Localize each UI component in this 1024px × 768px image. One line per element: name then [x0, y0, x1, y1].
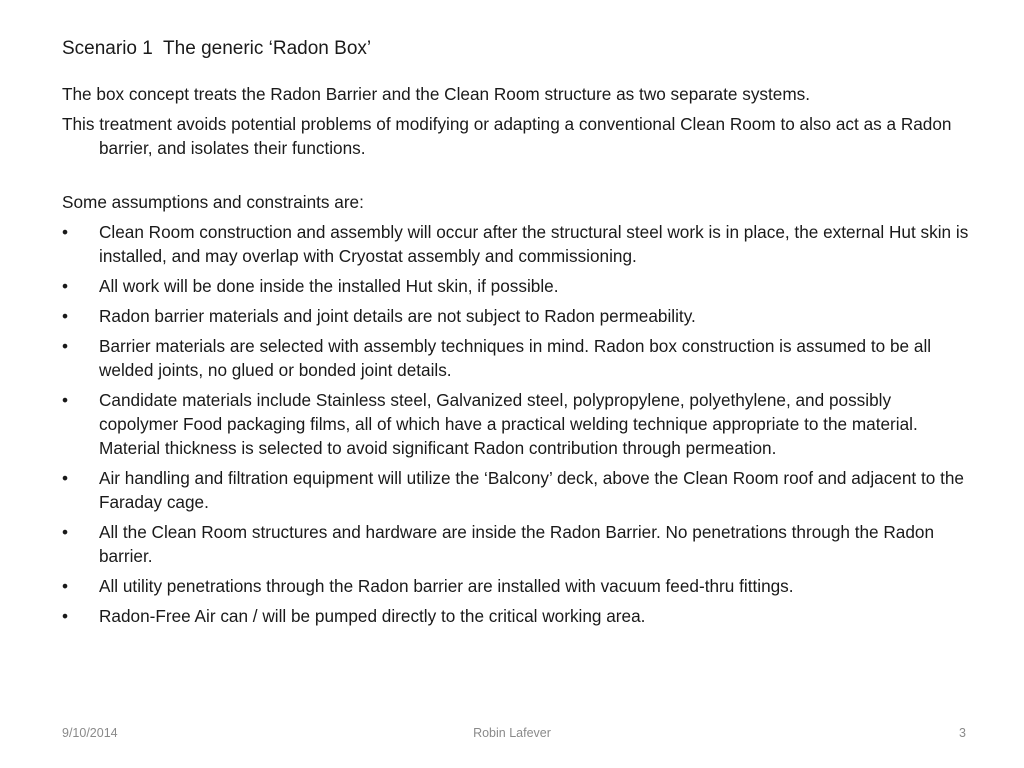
bullet-icon: •	[62, 522, 69, 542]
list-item-text: Barrier materials are selected with assembly techniques in mind. Radon box construction is assumed to be all welded joints, no glued or bonded joint details.	[99, 336, 932, 380]
bullet-icon: •	[62, 336, 69, 356]
list-item	[62, 604, 972, 628]
bullet-icon: •	[62, 390, 69, 410]
spacer	[62, 166, 972, 190]
list-item	[62, 388, 972, 460]
footer-author: Robin Lafever	[473, 726, 551, 740]
slide-title: Scenario 1 The generic ‘Radon Box’	[62, 38, 372, 59]
assumptions-list	[62, 220, 972, 628]
assumptions-intro: Some assumptions and constraints are:	[62, 192, 364, 212]
bullet-icon: •	[62, 606, 69, 626]
list-item-text: All the Clean Room structures and hardware are inside the Radon Barrier. No penetrations through the Radon barrier.	[99, 522, 935, 566]
list-item	[62, 334, 972, 382]
paragraph: The box concept treats the Radon Barrier and the Clean Room structure as two separate systems.	[62, 84, 811, 104]
bullet-icon: •	[62, 306, 69, 326]
list-item-text: Radon-Free Air can / will be pumped directly to the critical working area.	[99, 606, 646, 626]
bullet-icon: •	[62, 222, 69, 242]
list-item-text: All work will be done inside the installed Hut skin, if possible.	[99, 276, 559, 296]
list-item-text: Candidate materials include Stainless steel, Galvanized steel, polypropylene, polyethylene, and possibly copolymer Food packaging films, all of which have a practical welding technique appropriate to the material. Material thickness is selected to avoid significant Radon contribution through permeation.	[99, 390, 918, 458]
list-item	[62, 220, 972, 268]
list-item-text: Radon barrier materials and joint details are not subject to Radon permeability.	[99, 306, 696, 326]
list-item	[62, 574, 972, 598]
footer-page-number: 3	[959, 726, 966, 740]
footer-date: 9/10/2014	[62, 726, 118, 740]
bullet-icon: •	[62, 576, 69, 596]
list-item-text: Clean Room construction and assembly will occur after the structural steel work is in place, the external Hut skin is installed, and may overlap with Cryostat assembly and commissioning.	[99, 222, 969, 266]
list-item	[62, 304, 972, 328]
slide-body	[62, 82, 972, 634]
list-item-text: Air handling and filtration equipment will utilize the ‘Balcony’ deck, above the Clean Room roof and adjacent to the Faraday cage.	[99, 468, 964, 512]
list-item	[62, 274, 972, 298]
bullet-icon: •	[62, 276, 69, 296]
paragraph: This treatment avoids potential problems of modifying or adapting a conventional Clean Room to also act as a Radon barrier, and isolates their functions.	[62, 114, 952, 158]
list-item-text: All utility penetrations through the Radon barrier are installed with vacuum feed-thru fittings.	[99, 576, 794, 596]
bullet-icon: •	[62, 468, 69, 488]
list-item	[62, 520, 972, 568]
list-item	[62, 466, 972, 514]
